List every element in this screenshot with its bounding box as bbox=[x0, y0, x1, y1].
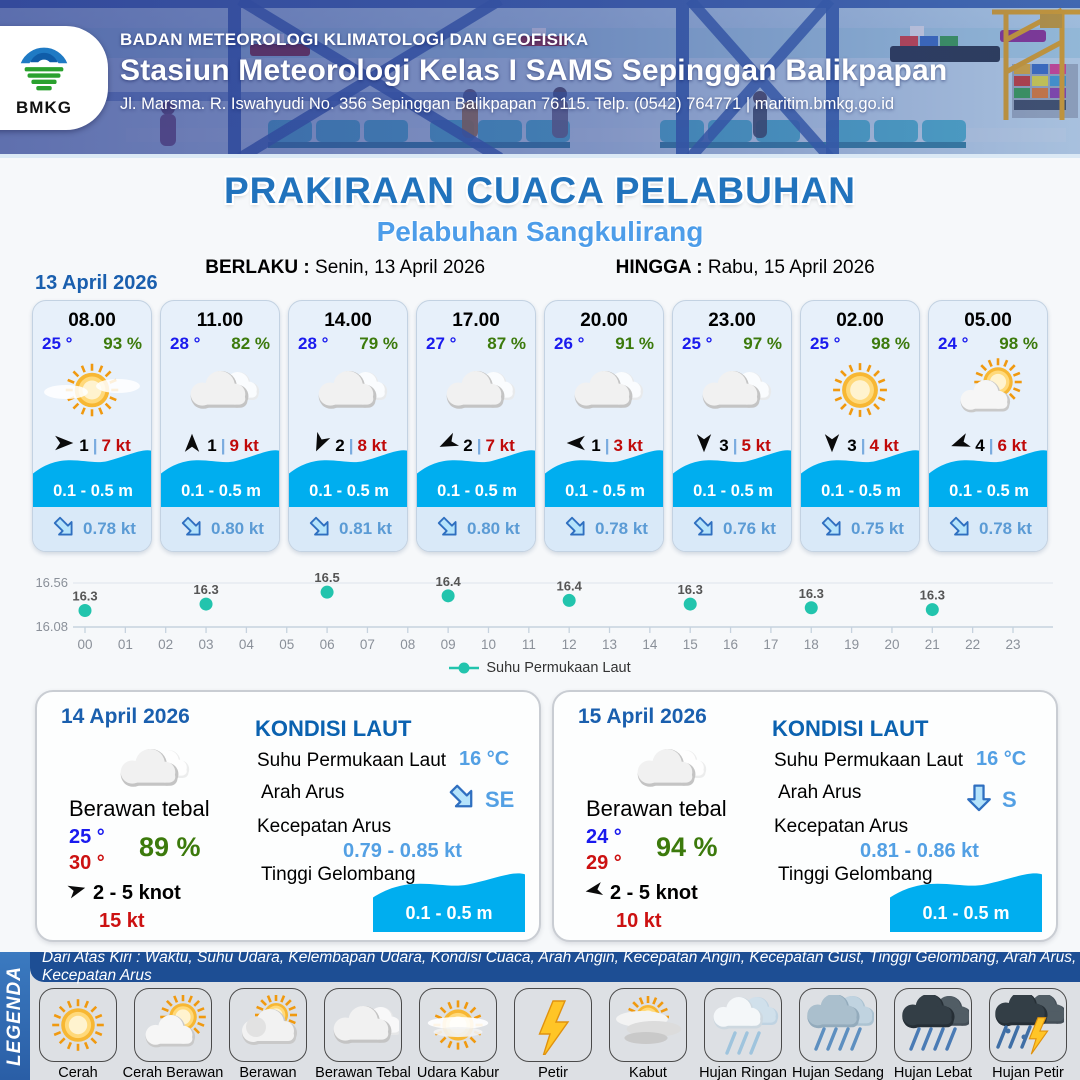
humidity: 79 % bbox=[359, 334, 398, 353]
svg-text:01: 01 bbox=[117, 637, 133, 652]
svg-text:17: 17 bbox=[763, 637, 779, 652]
daily-temp-min: 24 ° bbox=[586, 826, 622, 848]
wind-speed: 2 bbox=[335, 435, 345, 455]
svg-text:02: 02 bbox=[158, 637, 174, 652]
forecast-time: 05.00 bbox=[964, 310, 1012, 331]
wave-height-box bbox=[373, 868, 525, 932]
gust-speed: 5 kt bbox=[741, 435, 771, 455]
daily-humidity: 89 % bbox=[139, 832, 201, 862]
air-temp: 24 ° bbox=[938, 334, 969, 353]
validity-row bbox=[0, 257, 1080, 279]
svg-text:20: 20 bbox=[884, 637, 900, 652]
legend-item-label: Berawan bbox=[239, 1065, 297, 1080]
sea-surface-temp-chart bbox=[0, 556, 1080, 656]
sun-cloud-icon bbox=[134, 988, 212, 1062]
svg-text:00: 00 bbox=[77, 637, 93, 652]
legend-item-label: Petir bbox=[538, 1065, 568, 1080]
forecast-time: 23.00 bbox=[708, 310, 756, 331]
current-speed: 0.80 kt bbox=[211, 519, 264, 538]
svg-text:16.3: 16.3 bbox=[193, 582, 219, 598]
forecast-time: 17.00 bbox=[452, 310, 500, 331]
cloud-icon bbox=[324, 988, 402, 1062]
org-name: BADAN METEOROLOGI KLIMATOLOGI DAN GEOFISIKA bbox=[120, 30, 589, 49]
svg-text:14: 14 bbox=[642, 637, 658, 652]
weather-icon bbox=[929, 358, 1047, 424]
legend-item-label: Hujan Ringan bbox=[699, 1065, 787, 1080]
wind-speed: 1 bbox=[79, 435, 89, 455]
legend-item-label: Cerah Berawan bbox=[122, 1065, 224, 1080]
sea-conditions-heading: KONDISI LAUT bbox=[772, 716, 929, 741]
sst-label: Suhu Permukaan Laut bbox=[257, 750, 447, 771]
svg-text:04: 04 bbox=[238, 637, 254, 652]
daily-temp-max: 30 ° bbox=[69, 852, 105, 874]
svg-text:16.4: 16.4 bbox=[556, 578, 582, 594]
forecast-card: 14.00 28 ° 79 % 2 | 8 kt 0.1 - 0.5 m 0.81 kt bbox=[288, 300, 408, 552]
svg-text:16: 16 bbox=[723, 637, 739, 652]
legend-icons-row bbox=[36, 988, 1070, 1080]
daily-sea-forecast-row bbox=[35, 690, 1058, 942]
legend-description: Dari Atas Kiri : Waktu, Suhu Udara, Kelembapan Udara, Kondisi Cuaca, Arah Angin, Kecepatan Angin, Kecepatan Gust, Tinggi Gelombang, Arah Arus, Kecepatan Arus bbox=[42, 949, 1077, 984]
station-name: Stasiun Meteorologi Kelas I SAMS Sepinggan Balikpapan bbox=[120, 54, 948, 87]
current-direction-icon bbox=[434, 513, 462, 546]
humidity: 87 % bbox=[487, 334, 526, 353]
current-speed-label: Kecepatan Arus bbox=[257, 816, 392, 837]
rain-thunder-icon bbox=[989, 988, 1067, 1062]
station-address: Jl. Marsma. R. Iswahyudi No. 356 Sepinggan Balikpapan 76115. Telp. (0542) 764771 | maritim.bmkg.go.id bbox=[120, 95, 895, 113]
air-temp: 28 ° bbox=[298, 334, 329, 353]
air-temp: 25 ° bbox=[42, 334, 73, 353]
current-direction: S bbox=[962, 780, 1017, 819]
weather-icon bbox=[289, 358, 407, 424]
legend-item-label: Hujan Sedang bbox=[792, 1065, 884, 1080]
fog-icon bbox=[609, 988, 687, 1062]
forecast-time: 14.00 bbox=[324, 310, 372, 331]
current-direction-icon bbox=[962, 780, 996, 819]
air-temp: 26 ° bbox=[554, 334, 585, 353]
wind-speed: 3 bbox=[719, 435, 729, 455]
gust-speed: 3 kt bbox=[613, 435, 643, 455]
daily-forecast-card bbox=[35, 690, 541, 942]
svg-text:16.3: 16.3 bbox=[798, 585, 824, 601]
svg-text:19: 19 bbox=[844, 637, 860, 652]
current-speed: 0.78 kt bbox=[595, 519, 648, 538]
forecast-time: 08.00 bbox=[68, 310, 116, 331]
daily-temp-min: 25 ° bbox=[69, 826, 105, 848]
gust-speed: 7 kt bbox=[101, 435, 131, 455]
current-direction-icon bbox=[50, 513, 78, 546]
wind-speed: 3 bbox=[847, 435, 857, 455]
svg-text:18: 18 bbox=[803, 637, 819, 652]
daily-condition: Berawan tebal bbox=[586, 796, 727, 821]
daily-date: 15 April 2026 bbox=[578, 705, 707, 728]
wind-speed: 4 bbox=[975, 435, 985, 455]
current-direction-label: Arah Arus bbox=[261, 782, 345, 803]
wave-height-box bbox=[890, 868, 1042, 932]
current-speed: 0.78 kt bbox=[979, 519, 1032, 538]
daily-wind-range: 2 - 5 knot bbox=[93, 881, 181, 904]
legend-item bbox=[606, 988, 690, 1080]
legend-item bbox=[122, 988, 224, 1080]
current-direction-icon bbox=[690, 513, 718, 546]
bmkg-emblem-icon bbox=[13, 38, 75, 100]
rain-heavy-icon bbox=[894, 988, 972, 1062]
legend-item bbox=[36, 988, 120, 1080]
legend-item-label: Hujan Lebat bbox=[893, 1065, 973, 1080]
air-temp: 25 ° bbox=[810, 334, 841, 353]
current-direction: SE bbox=[445, 780, 514, 819]
wave-height: 0.1 - 0.5 m bbox=[181, 482, 261, 500]
svg-text:23: 23 bbox=[1005, 637, 1021, 652]
current-speed-value: 0.79 - 0.85 kt bbox=[343, 840, 462, 862]
current-speed: 0.75 kt bbox=[851, 519, 904, 538]
forecast-card: 11.00 28 ° 82 % 1 | 9 kt 0.1 - 0.5 m 0.80 kt bbox=[160, 300, 280, 552]
forecast-card: 20.00 26 ° 91 % 1 | 3 kt 0.1 - 0.5 m 0.78 kt bbox=[544, 300, 664, 552]
sst-value: 16 °C bbox=[459, 748, 510, 770]
forecast-date-heading: 13 April 2026 bbox=[35, 272, 158, 294]
chart-series-label: Suhu Permukaan Laut bbox=[486, 660, 631, 676]
current-direction-icon bbox=[306, 513, 334, 546]
legend-item bbox=[416, 988, 500, 1080]
svg-text:08: 08 bbox=[400, 637, 416, 652]
wave-height: 0.1 - 0.5 m bbox=[53, 482, 133, 500]
hourly-forecast-row bbox=[32, 300, 1048, 552]
forecast-card: 23.00 25 ° 97 % 3 | 5 kt 0.1 - 0.5 m 0.76 kt bbox=[672, 300, 792, 552]
forecast-card: 17.00 27 ° 87 % 2 | 7 kt 0.1 - 0.5 m 0.80 kt bbox=[416, 300, 536, 552]
current-direction-label: Arah Arus bbox=[778, 782, 862, 803]
bolt-icon bbox=[514, 988, 592, 1062]
current-direction-icon bbox=[178, 513, 206, 546]
svg-text:16.4: 16.4 bbox=[435, 573, 461, 589]
bmkg-logo bbox=[0, 26, 108, 130]
wind-speed: 1 bbox=[207, 435, 217, 455]
current-speed: 0.78 kt bbox=[83, 519, 136, 538]
legend-item bbox=[226, 988, 310, 1080]
wave-height: 0.1 - 0.5 m bbox=[693, 482, 773, 500]
legend-item bbox=[792, 988, 884, 1080]
svg-text:09: 09 bbox=[440, 637, 456, 652]
legend-item bbox=[315, 988, 411, 1080]
legend-item bbox=[511, 988, 595, 1080]
svg-text:21: 21 bbox=[924, 637, 940, 652]
legend-side-label: LEGENDA bbox=[4, 966, 25, 1066]
legend-item-label: Kabut bbox=[629, 1065, 667, 1080]
daily-forecast-card bbox=[552, 690, 1058, 942]
daily-wind-direction-icon bbox=[584, 880, 604, 906]
legend-item bbox=[986, 988, 1070, 1080]
bmkg-logo-label: BMKG bbox=[16, 98, 72, 117]
weather-icon bbox=[33, 358, 151, 424]
humidity: 82 % bbox=[231, 334, 270, 353]
valid-to-label: HINGGA : bbox=[615, 257, 703, 278]
svg-text:16.3: 16.3 bbox=[72, 588, 98, 604]
legend-item-label: Hujan Petir bbox=[992, 1065, 1064, 1080]
svg-text:22: 22 bbox=[965, 637, 981, 652]
daily-temp-max: 29 ° bbox=[586, 852, 622, 874]
wave-height: 0.1 - 0.5 m bbox=[821, 482, 901, 500]
current-speed: 0.76 kt bbox=[723, 519, 776, 538]
legend-item bbox=[891, 988, 975, 1080]
svg-text:13: 13 bbox=[602, 637, 618, 652]
gust-speed: 9 kt bbox=[229, 435, 259, 455]
rain-light-icon bbox=[704, 988, 782, 1062]
svg-text:05: 05 bbox=[279, 637, 295, 652]
weather-icon bbox=[161, 358, 279, 424]
forecast-card: 08.00 25 ° 93 % 1 | 7 kt 0.1 - 0.5 m 0.78 kt bbox=[32, 300, 152, 552]
weather-icon bbox=[801, 358, 919, 424]
wave-height: 0.1 - 0.5 m bbox=[565, 482, 645, 500]
svg-text:16.08: 16.08 bbox=[35, 619, 68, 634]
legend-section bbox=[0, 949, 1080, 1080]
wind-speed: 2 bbox=[463, 435, 473, 455]
weather-icon bbox=[417, 358, 535, 424]
current-speed: 0.80 kt bbox=[467, 519, 520, 538]
svg-text:16.3: 16.3 bbox=[677, 582, 703, 598]
svg-text:12: 12 bbox=[561, 637, 577, 652]
wave-height-value: 0.1 - 0.5 m bbox=[405, 903, 493, 923]
valid-from-label: BERLAKU : bbox=[205, 257, 310, 278]
rain-medium-icon bbox=[799, 988, 877, 1062]
gust-speed: 8 kt bbox=[357, 435, 387, 455]
current-speed: 0.81 kt bbox=[339, 519, 392, 538]
gust-speed: 6 kt bbox=[997, 435, 1027, 455]
current-speed-value: 0.81 - 0.86 kt bbox=[860, 840, 979, 862]
valid-from-date: Senin, 13 April 2026 bbox=[315, 257, 486, 278]
wave-height: 0.1 - 0.5 m bbox=[437, 482, 517, 500]
gust-speed: 4 kt bbox=[869, 435, 899, 455]
forecast-time: 11.00 bbox=[196, 310, 244, 331]
wind-speed: 1 bbox=[591, 435, 601, 455]
current-direction-icon bbox=[946, 513, 974, 546]
sun-icon bbox=[39, 988, 117, 1062]
air-temp: 28 ° bbox=[170, 334, 201, 353]
svg-text:16.5: 16.5 bbox=[314, 570, 340, 586]
svg-text:10: 10 bbox=[480, 637, 496, 652]
daily-gust: 10 kt bbox=[616, 910, 662, 932]
humidity: 98 % bbox=[871, 334, 910, 353]
svg-text:03: 03 bbox=[198, 637, 214, 652]
current-direction-icon bbox=[562, 513, 590, 546]
daily-wind-direction-icon bbox=[67, 880, 87, 906]
chart-legend bbox=[0, 660, 1080, 676]
weather-icon bbox=[673, 358, 791, 424]
forecast-card: 02.00 25 ° 98 % 3 | 4 kt 0.1 - 0.5 m 0.75 kt bbox=[800, 300, 920, 552]
sst-value: 16 °C bbox=[976, 748, 1027, 770]
port-name: Pelabuhan Sangkulirang bbox=[376, 216, 704, 247]
air-temp: 27 ° bbox=[426, 334, 457, 353]
forecast-time: 02.00 bbox=[836, 310, 884, 331]
wave-height-label: Tinggi Gelombang bbox=[778, 864, 933, 885]
legend-item bbox=[701, 988, 785, 1080]
page-title: PRAKIRAAN CUACA PELABUHAN bbox=[223, 170, 857, 211]
current-direction-icon bbox=[445, 780, 479, 819]
humidity: 91 % bbox=[615, 334, 654, 353]
wave-height: 0.1 - 0.5 m bbox=[949, 482, 1029, 500]
cloud-sun-icon bbox=[229, 988, 307, 1062]
current-speed-label: Kecepatan Arus bbox=[774, 816, 909, 837]
wave-height-value: 0.1 - 0.5 m bbox=[922, 903, 1010, 923]
gust-speed: 7 kt bbox=[485, 435, 515, 455]
humidity: 98 % bbox=[999, 334, 1038, 353]
daily-date: 14 April 2026 bbox=[61, 705, 190, 728]
legend-item-label: Cerah bbox=[58, 1065, 98, 1080]
daily-condition: Berawan tebal bbox=[69, 796, 210, 821]
forecast-time: 20.00 bbox=[580, 310, 628, 331]
header-banner bbox=[0, 0, 1080, 158]
sea-conditions-heading: KONDISI LAUT bbox=[255, 716, 412, 741]
svg-text:16.3: 16.3 bbox=[919, 587, 945, 603]
sst-label: Suhu Permukaan Laut bbox=[774, 750, 964, 771]
daily-humidity: 94 % bbox=[656, 832, 718, 862]
current-direction-icon bbox=[818, 513, 846, 546]
valid-to-date: Rabu, 15 April 2026 bbox=[707, 257, 875, 278]
daily-wind-range: 2 - 5 knot bbox=[610, 881, 698, 904]
forecast-card: 05.00 24 ° 98 % 4 | 6 kt 0.1 - 0.5 m 0.78 kt bbox=[928, 300, 1048, 552]
daily-gust: 15 kt bbox=[99, 910, 145, 932]
svg-text:16.56: 16.56 bbox=[35, 575, 68, 590]
humidity: 93 % bbox=[103, 334, 142, 353]
svg-text:06: 06 bbox=[319, 637, 335, 652]
wave-height-label: Tinggi Gelombang bbox=[261, 864, 416, 885]
wave-height: 0.1 - 0.5 m bbox=[309, 482, 389, 500]
weather-icon bbox=[545, 358, 663, 424]
svg-text:07: 07 bbox=[359, 637, 375, 652]
svg-text:15: 15 bbox=[682, 637, 698, 652]
legend-side-strip bbox=[0, 952, 30, 1080]
legend-item-label: Udara Kabur bbox=[416, 1065, 500, 1080]
svg-text:11: 11 bbox=[521, 637, 536, 652]
air-temp: 25 ° bbox=[682, 334, 713, 353]
legend-marker-icon bbox=[449, 662, 479, 674]
legend-description-bar bbox=[30, 949, 1080, 984]
legend-item-label: Berawan Tebal bbox=[315, 1065, 411, 1080]
humidity: 97 % bbox=[743, 334, 782, 353]
haze-sun-icon bbox=[419, 988, 497, 1062]
